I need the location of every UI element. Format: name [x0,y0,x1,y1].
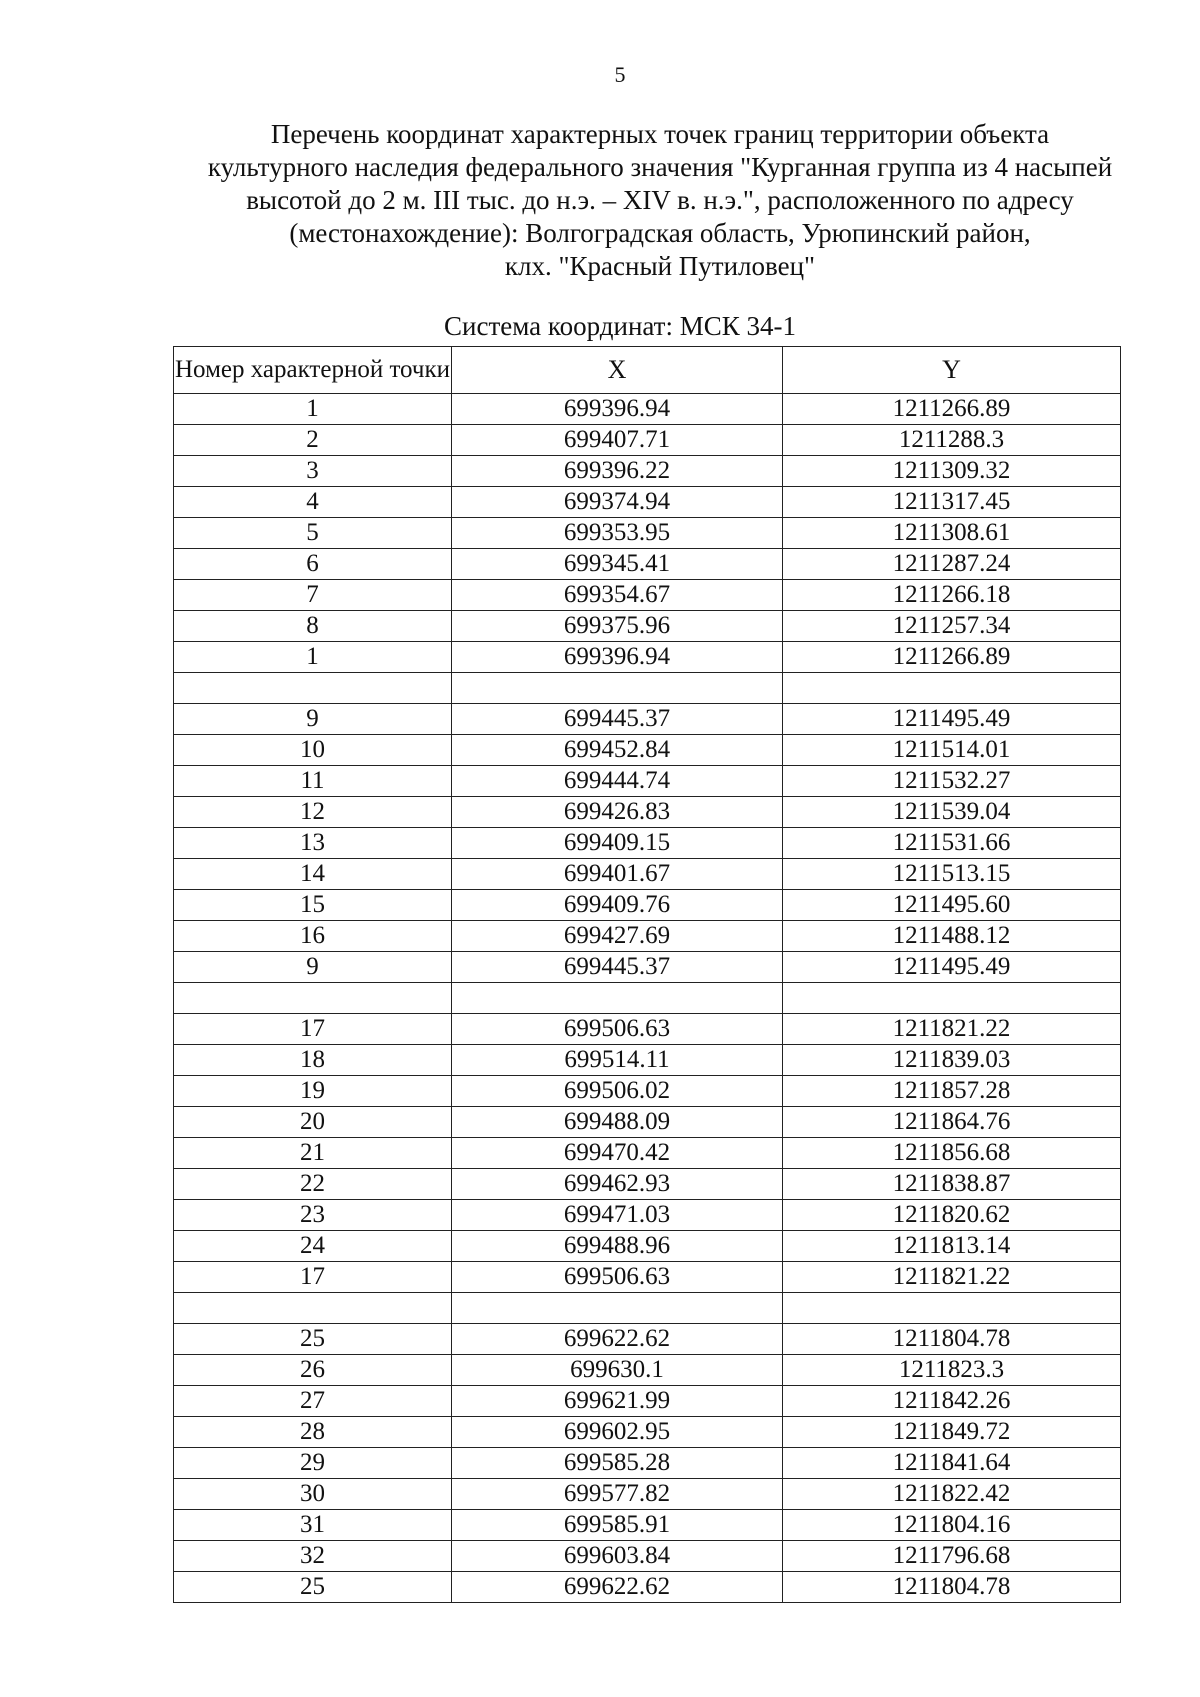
empty-cell [452,1293,783,1324]
cell-y: 1211838.87 [783,1169,1121,1200]
cell-y: 1211821.22 [783,1014,1121,1045]
coordinate-system-caption: Система координат: МСК 34-1 [444,311,796,341]
table-row [174,952,1121,983]
cell-x: 699409.15 [452,828,783,859]
cell-x: 699470.42 [452,1138,783,1169]
cell-point: 14 [174,859,452,890]
cell-y: 1211804.78 [783,1572,1121,1603]
table-row [174,1138,1121,1169]
title-line: клх. "Красный Путиловец" [504,251,816,281]
separator-row [174,673,1121,704]
table-row [174,1355,1121,1386]
table-row [174,518,1121,549]
cell-y: 1211309.32 [783,456,1121,487]
cell-x: 699345.41 [452,549,783,580]
cell-x: 699354.67 [452,580,783,611]
header-y: Y [783,347,1121,394]
title-line: высотой до 2 м. III тыс. до н.э. – XIV в. н.э.", расположенного по адресу [246,185,1074,215]
cell-point: 27 [174,1386,452,1417]
cell-y: 1211849.72 [783,1417,1121,1448]
empty-cell [783,983,1121,1014]
table-row [174,611,1121,642]
cell-point: 1 [174,642,452,673]
cell-y: 1211813.14 [783,1231,1121,1262]
cell-x: 699375.96 [452,611,783,642]
cell-y: 1211287.24 [783,549,1121,580]
cell-point: 13 [174,828,452,859]
cell-y: 1211495.60 [783,890,1121,921]
cell-point: 10 [174,735,452,766]
cell-x: 699621.99 [452,1386,783,1417]
cell-point: 9 [174,952,452,983]
table-row [174,1014,1121,1045]
cell-y: 1211839.03 [783,1045,1121,1076]
cell-point: 2 [174,425,452,456]
table-row [174,797,1121,828]
table-row [174,1572,1121,1603]
cell-x: 699353.95 [452,518,783,549]
cell-x: 699471.03 [452,1200,783,1231]
cell-x: 699630.1 [452,1355,783,1386]
cell-point: 16 [174,921,452,952]
title-line: Перечень координат характерных точек границ территории объекта [270,119,1050,149]
cell-point: 12 [174,797,452,828]
cell-x: 699445.37 [452,704,783,735]
cell-y: 1211488.12 [783,921,1121,952]
table-row [174,549,1121,580]
table-row [174,735,1121,766]
cell-point: 15 [174,890,452,921]
cell-point: 24 [174,1231,452,1262]
cell-x: 699514.11 [452,1045,783,1076]
cell-point: 1 [174,394,452,425]
table-row [174,1417,1121,1448]
cell-x: 699396.94 [452,394,783,425]
cell-point: 19 [174,1076,452,1107]
cell-point: 7 [174,580,452,611]
cell-x: 699427.69 [452,921,783,952]
title-line: культурного наследия федерального значения "Курганная группа из 4 насыпей [207,152,1113,182]
table-header-row [174,347,1121,394]
cell-y: 1211821.22 [783,1262,1121,1293]
cell-y: 1211856.68 [783,1138,1121,1169]
cell-y: 1211842.26 [783,1386,1121,1417]
cell-x: 699445.37 [452,952,783,983]
cell-y: 1211532.27 [783,766,1121,797]
cell-x: 699506.02 [452,1076,783,1107]
cell-point: 23 [174,1200,452,1231]
table-row [174,1510,1121,1541]
cell-x: 699585.28 [452,1448,783,1479]
table-row [174,425,1121,456]
table-row [174,1479,1121,1510]
cell-y: 1211804.16 [783,1510,1121,1541]
table-row [174,1231,1121,1262]
cell-y: 1211796.68 [783,1541,1121,1572]
table-row [174,1448,1121,1479]
cell-y: 1211257.34 [783,611,1121,642]
cell-x: 699401.67 [452,859,783,890]
header-point-number: Номер характерной точки [174,347,452,394]
empty-cell [174,1293,452,1324]
cell-point: 31 [174,1510,452,1541]
cell-point: 28 [174,1417,452,1448]
cell-x: 699407.71 [452,425,783,456]
empty-cell [783,673,1121,704]
cell-x: 699506.63 [452,1014,783,1045]
cell-point: 20 [174,1107,452,1138]
cell-x: 699488.09 [452,1107,783,1138]
cell-x: 699603.84 [452,1541,783,1572]
table-row [174,1076,1121,1107]
cell-point: 21 [174,1138,452,1169]
cell-y: 1211308.61 [783,518,1121,549]
cell-x: 699374.94 [452,487,783,518]
table-row [174,890,1121,921]
cell-x: 699488.96 [452,1231,783,1262]
cell-y: 1211266.18 [783,580,1121,611]
cell-y: 1211823.3 [783,1355,1121,1386]
page-number: 5 [614,62,626,87]
table-row [174,487,1121,518]
empty-cell [783,1293,1121,1324]
cell-point: 8 [174,611,452,642]
cell-y: 1211841.64 [783,1448,1121,1479]
title-line: (местонахождение): Волгоградская область, Урюпинский район, [289,218,1031,248]
cell-y: 1211514.01 [783,735,1121,766]
cell-y: 1211864.76 [783,1107,1121,1138]
cell-x: 699452.84 [452,735,783,766]
cell-point: 17 [174,1014,452,1045]
cell-y: 1211513.15 [783,859,1121,890]
cell-y: 1211531.66 [783,828,1121,859]
table-body [174,394,1121,1603]
cell-y: 1211495.49 [783,704,1121,735]
table-row [174,766,1121,797]
cell-x: 699462.93 [452,1169,783,1200]
table-row [174,1200,1121,1231]
cell-x: 699622.62 [452,1572,783,1603]
table-row [174,704,1121,735]
cell-y: 1211495.49 [783,952,1121,983]
separator-row [174,1293,1121,1324]
cell-x: 699409.76 [452,890,783,921]
table-row [174,859,1121,890]
document-title [160,118,1160,283]
cell-point: 32 [174,1541,452,1572]
table-row [174,642,1121,673]
cell-point: 18 [174,1045,452,1076]
empty-cell [452,983,783,1014]
separator-row [174,983,1121,1014]
cell-point: 11 [174,766,452,797]
cell-point: 29 [174,1448,452,1479]
cell-x: 699506.63 [452,1262,783,1293]
cell-x: 699585.91 [452,1510,783,1541]
table-row [174,921,1121,952]
table-row [174,1324,1121,1355]
table-row [174,1045,1121,1076]
table-row [174,1541,1121,1572]
cell-y: 1211266.89 [783,394,1121,425]
cell-y: 1211539.04 [783,797,1121,828]
table-row [174,1107,1121,1138]
table-row [174,1262,1121,1293]
cell-y: 1211317.45 [783,487,1121,518]
table-row [174,828,1121,859]
cell-y: 1211266.89 [783,642,1121,673]
cell-x: 699426.83 [452,797,783,828]
table-row [174,580,1121,611]
empty-cell [452,673,783,704]
empty-cell [174,673,452,704]
cell-y: 1211822.42 [783,1479,1121,1510]
cell-point: 30 [174,1479,452,1510]
cell-point: 17 [174,1262,452,1293]
cell-point: 6 [174,549,452,580]
cell-y: 1211820.62 [783,1200,1121,1231]
cell-y: 1211288.3 [783,425,1121,456]
table-row [174,1169,1121,1200]
cell-y: 1211857.28 [783,1076,1121,1107]
cell-x: 699577.82 [452,1479,783,1510]
table-row [174,394,1121,425]
cell-x: 699602.95 [452,1417,783,1448]
cell-point: 25 [174,1572,452,1603]
cell-point: 9 [174,704,452,735]
table-row [174,456,1121,487]
table-row [174,1386,1121,1417]
cell-point: 22 [174,1169,452,1200]
cell-point: 5 [174,518,452,549]
cell-x: 699396.22 [452,456,783,487]
header-x: X [452,347,783,394]
cell-y: 1211804.78 [783,1324,1121,1355]
cell-point: 4 [174,487,452,518]
cell-point: 25 [174,1324,452,1355]
cell-x: 699396.94 [452,642,783,673]
cell-point: 26 [174,1355,452,1386]
cell-x: 699444.74 [452,766,783,797]
cell-point: 3 [174,456,452,487]
cell-x: 699622.62 [452,1324,783,1355]
coordinates-table [173,346,1121,1603]
empty-cell [174,983,452,1014]
